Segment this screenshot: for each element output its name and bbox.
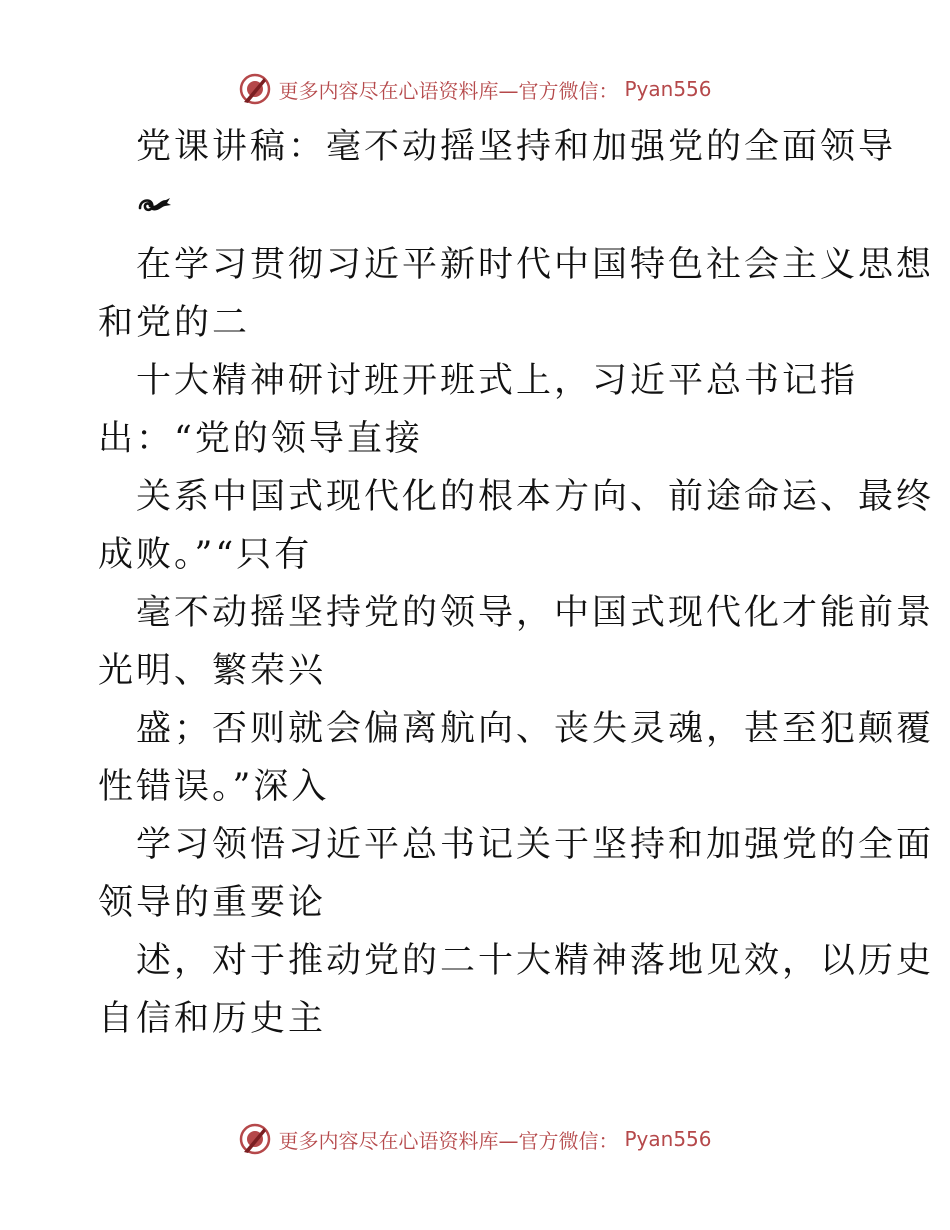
footer-watermark	[0, 1122, 950, 1156]
paragraph-line: 十大精神研讨班开班式上，习近平总书记指	[136, 361, 859, 401]
ornament	[98, 176, 858, 236]
paragraph-line: 关系中国式现代化的根本方向、前途命运、最终	[136, 477, 935, 517]
paragraph-line: 述，对于推动党的二十大精神落地见效，以历史	[136, 941, 935, 981]
paragraph-line: 盛；否则就会偏离航向、丧失灵魂，甚至犯颠覆	[136, 709, 935, 749]
paragraph-line: 在学习贯彻习近平新时代中国特色社会主义思想	[136, 245, 935, 285]
watermark-wechat-id: Pyan556	[624, 77, 712, 101]
paragraph-line: 成败。”“只有	[98, 535, 313, 575]
swirl-ornament-icon	[136, 194, 172, 218]
watermark-text: 更多内容尽在心语资料库—官方微信：	[278, 1128, 619, 1153]
paragraph-line: 毫不动摇坚持党的领导，中国式现代化才能前景	[136, 593, 935, 633]
paragraph-line: 性错误。”深入	[98, 767, 330, 807]
watermark-text: 更多内容尽在心语资料库—官方微信：	[278, 78, 619, 103]
quill-logo-icon	[238, 72, 272, 106]
paragraph-line: 和党的二	[98, 303, 251, 343]
paragraph-line: 学习领悟习近平总书记关于坚持和加强党的全面	[136, 825, 935, 865]
watermark-wechat-id: Pyan556	[624, 1127, 712, 1151]
header-watermark	[0, 72, 950, 106]
paragraph-line: 自信和历史主	[98, 999, 327, 1039]
document-title: 党课讲稿：毫不动摇坚持和加强党的全面领导	[136, 127, 897, 167]
paragraph-line: 出：“党的领导直接	[98, 419, 423, 459]
paragraph-line: 领导的重要论	[98, 883, 327, 923]
document-body	[98, 118, 935, 1048]
paragraph-line: 光明、繁荣兴	[98, 651, 327, 691]
quill-logo-icon	[238, 1122, 272, 1156]
